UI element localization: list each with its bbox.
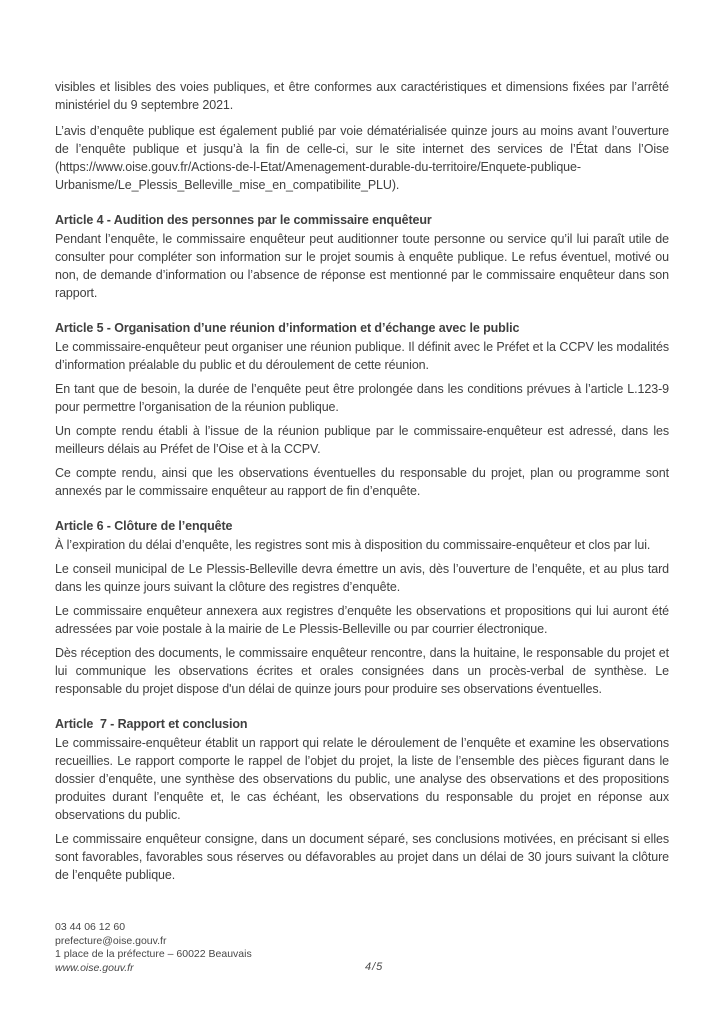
body-paragraph: Pendant l’enquête, le commissaire enquêteur peut auditionner toute personne ou service qu’il lui paraît utile de consulter pour compléter son information sur le projet soumis à enquête publique. Le refus éventuel, motivé ou non, de demande d’information ou l’absence de réponse est mentionné par le commissaire enquêteur dans son rapport.	[55, 232, 669, 300]
body-paragraph: Ce compte rendu, ainsi que les observations éventuelles du responsable du projet, plan ou programme sont annexés par le commissaire enquêteur au rapport de fin d’enquête.	[55, 466, 669, 498]
article-section	[55, 715, 669, 884]
page-number: 4/5	[365, 961, 384, 973]
body-paragraph: L’avis d’enquête publique est également publié par voie dématérialisée quinze jours au moins avant l’ouverture de l’enquête publique et jusqu’à la fin de celle-ci, sur le site internet des services de l’État dans l’Oise (https://www.oise.gouv.fr/Actions-de-l-Etat/Amenagement-durable-du-territoire/Enquete-publique-Urbanisme/Le_Plessis_Belleville_mise_en_compatibilite_PLU).	[55, 124, 669, 192]
footer-email: prefecture@oise.gouv.fr	[55, 934, 167, 947]
footer-phone: 03 44 06 12 60	[55, 921, 126, 933]
body-paragraph: En tant que de besoin, la durée de l’enquête peut être prolongée dans les conditions prévues à l’article L.123-9 pour permettre l’organisation de la réunion publique.	[55, 382, 669, 414]
article-section	[55, 211, 669, 302]
footer-website: www.oise.gouv.fr	[55, 961, 134, 974]
body-paragraph: Le conseil municipal de Le Plessis-Belleville devra émettre un avis, dès l’ouverture de l’enquête, et au plus tard dans les quinze jours suivant la clôture des registres d’enquête.	[55, 562, 669, 594]
body-paragraph: visibles et lisibles des voies publiques, et être conformes aux caractéristiques et dimensions fixées par l’arrêté ministériel du 9 septembre 2021.	[55, 80, 669, 112]
body-paragraph: Le commissaire-enquêteur peut organiser une réunion publique. Il définit avec le Préfet et la CCPV les modalités d’information préalable du public et du déroulement de cette réunion.	[55, 340, 669, 372]
article-heading: Article 7 - Rapport et conclusion	[55, 717, 248, 731]
body-paragraph: À l’expiration du délai d’enquête, les registres sont mis à disposition du commissaire-enquêteur et clos par lui.	[55, 538, 651, 552]
articles-container	[55, 211, 669, 884]
article-section	[55, 319, 669, 500]
body-paragraph: Le commissaire enquêteur annexera aux registres d’enquête les observations et propositions qui lui auront été adressées par voie postale à la mairie de Le Plessis-Belleville ou par courrier électronique.	[55, 604, 669, 636]
article-heading: Article 4 - Audition des personnes par le commissaire enquêteur	[55, 213, 432, 227]
article-heading: Article 5 - Organisation d’une réunion d’information et d’échange avec le public	[55, 321, 520, 335]
article-section	[55, 517, 669, 698]
body-paragraph: Le commissaire-enquêteur établit un rapport qui relate le déroulement de l’enquête et examine les observations recueillies. Le rapport comporte le rappel de l’objet du projet, la liste de l’ensemble des pièces figurant dans le dossier d’enquête, une synthèse des observations du public, une analyse des observations et des propositions produites durant l’enquête et, le cas échéant, les observations du responsable du projet en réponse aux observations du public.	[55, 736, 669, 822]
page-footer	[55, 921, 669, 975]
intro-section	[55, 78, 669, 194]
article-heading: Article 6 - Clôture de l’enquête	[55, 519, 233, 533]
body-paragraph: Le commissaire enquêteur consigne, dans un document séparé, ses conclusions motivées, en précisant si elles sont favorables, favorables sous réserves ou défavorables au projet dans un délai de 30 jours suivant la clôture de l’enquête publique.	[55, 832, 669, 882]
document-content	[55, 78, 669, 890]
footer-address: 1 place de la préfecture – 60022 Beauvais	[55, 948, 252, 960]
body-paragraph: Dès réception des documents, le commissaire enquêteur rencontre, dans la huitaine, le responsable du projet et lui communique les observations écrites et orales consignées dans un procès-verbal de synthèse. Le responsable du projet dispose d'un délai de quinze jours pour produire ses observations éventuelles.	[55, 646, 669, 696]
body-paragraph: Un compte rendu établi à l’issue de la réunion publique par le commissaire-enquêteur est adressé, dans les meilleurs délais au Préfet de l’Oise et à la CCPV.	[55, 424, 669, 456]
